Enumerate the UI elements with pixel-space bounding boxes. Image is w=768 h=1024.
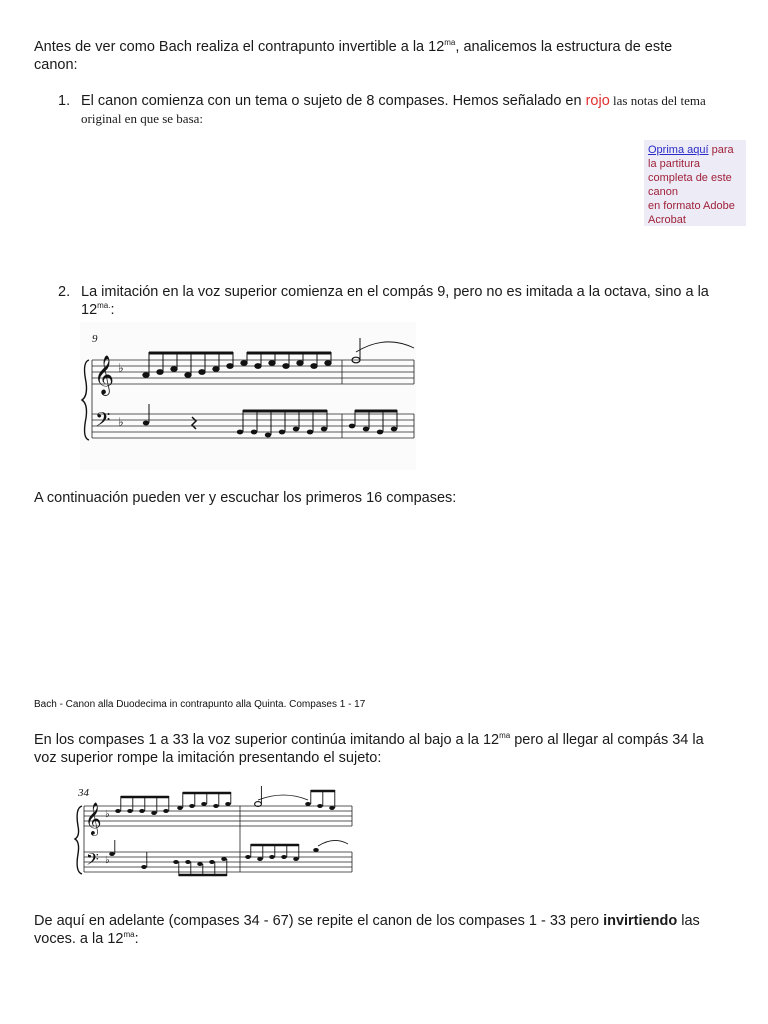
video-caption: Bach - Canon alla Duodecima in contrapunto alla Quinta. Compases 1 - 17 [34, 699, 366, 710]
svg-text:𝄞: 𝄞 [85, 802, 102, 835]
intro-sup: ma [444, 38, 456, 47]
para3-sup: ma [123, 930, 135, 939]
item1-serif-line2: original en que se basa: [81, 111, 204, 126]
para3-text-after: las [677, 913, 700, 929]
sidebox-l3: completa de este [648, 172, 732, 184]
svg-text:𝄢: 𝄢 [95, 408, 111, 436]
item1-red-word: rojo [585, 93, 610, 109]
intro-paragraph [34, 38, 744, 74]
list-item-1 [81, 92, 751, 128]
sidebox-l4: canon [648, 186, 678, 198]
item2-colon: : [110, 302, 115, 318]
svg-text:♭: ♭ [118, 361, 124, 375]
para3-colon: : [134, 931, 139, 947]
sidebox-l1: para [708, 144, 734, 156]
list-item-2 [81, 283, 751, 319]
para3-bold: invirtiendo [603, 913, 678, 929]
para3-text: De aquí en adelante (compases 34 - 67) se repite el canon de los compases 1 - 33 pero [34, 913, 604, 929]
list-number-1: 1. [58, 93, 71, 109]
item1-serif-text: las notas del tema [609, 93, 706, 108]
para2-text: En los compases 1 a 33 la voz superior continúa imitando al bajo a la 12 [34, 732, 500, 748]
sidebox-l2: la partitura [648, 158, 700, 170]
score-measure-9 [80, 322, 416, 470]
list-number-2: 2. [58, 284, 71, 300]
para2-text-after: pero al llegar al compás 34 la [510, 732, 704, 748]
paragraph-inversion [34, 912, 744, 948]
item2-line2: 12 [81, 302, 98, 318]
item2-sup: ma. [97, 301, 111, 310]
item2-text: La imitación en la voz superior comienza en el compás 9, pero no es imitada a la octava, sino a la [81, 284, 709, 300]
svg-text:♭: ♭ [105, 855, 110, 866]
paragraph-compases [34, 731, 744, 767]
sidebox-l6: Acrobat [648, 214, 686, 226]
para2-sup: ma [499, 731, 511, 740]
sidebox-l5: en formato Adobe [648, 200, 735, 212]
pdf-link[interactable]: Oprima aquí [648, 144, 709, 156]
intro-text: Antes de ver como Bach realiza el contrapunto invertible a la 12 [34, 39, 445, 55]
svg-text:♭: ♭ [105, 809, 110, 820]
intro-text-after: , analicemos la estructura de este [455, 39, 673, 55]
continuation-text: A continuación pueden ver y escuchar los primeros 16 compases: [34, 490, 457, 506]
score-measure-34 [72, 782, 358, 886]
intro-line2: canon: [34, 57, 78, 73]
svg-text:𝄢: 𝄢 [86, 849, 99, 873]
score1-measure-number: 9 [92, 333, 98, 345]
para3-line2: voces. a la 12 [34, 931, 124, 947]
item1-text: El canon comienza con un tema o sujeto de 8 compases. Hemos señalado en [81, 93, 586, 109]
para2-line2: voz superior rompe la imitación presentando el sujeto: [34, 750, 382, 766]
svg-text:♭: ♭ [118, 415, 124, 429]
pdf-link-box [644, 140, 746, 226]
score2-measure-number: 34 [78, 787, 89, 799]
svg-text:𝄞: 𝄞 [94, 355, 115, 395]
